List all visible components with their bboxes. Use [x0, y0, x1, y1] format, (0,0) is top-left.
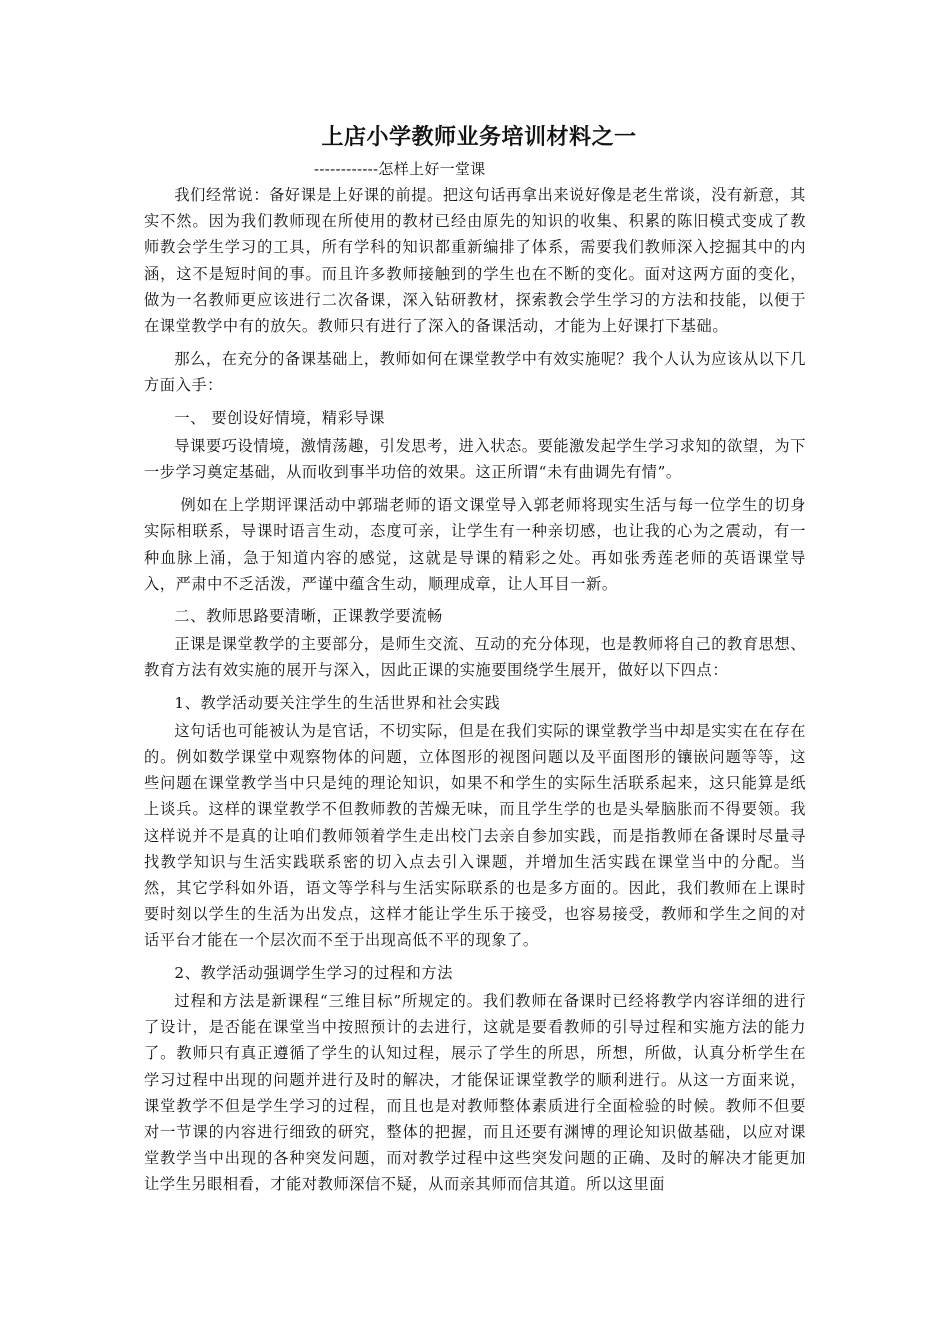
paragraph-point-1: 这句话也可能被认为是官话，不切实际，但是在我们实际的课堂教学当中却是实实在在存在的。例如数学课堂中观察物体的问题，立体图形的视图问题以及平面图形的镶嵌问题等等，这些问题在课堂教学当中只是纯的理论知识，如果不和学生的实际生活联系起来，这只能算是纸上谈兵。这样的课堂教学不但教师教的苦燥无味，而且学生学的也是头晕脑胀而不得要领。我这样说并不是真的让咱们教师领着学生走出校门去亲自参加实践，而是指教师在备课时尽量寻找教学知识与生活实践联系密的切入点去引入课题，并增加生活实践在课堂当中的分配。当然，其它学科如外语，语文等学科与生活实际联系的也是多方面的。因此，我们教师在上课时要时刻以学生的生活为出发点，这样才能让学生乐于接受，也容易接受，教师和学生之间的对话平台才能在一个层次而不至于出现高低不平的现象了。	[144, 721, 806, 950]
paragraph-lead-in: 导课要巧设情境，激情荡趣，引发思考，进入状态。要能激发起学生学习求知的欲望，为下一步学习奠定基础，从而收到事半功倍的效果。这正所谓“未有曲调先有情”。	[144, 436, 806, 482]
paragraph-point-2: 过程和方法是新课程“三维目标”所规定的。我们教师在备课时已经将教学内容详细的进行了设计，是否能在课堂当中按照预计的去进行，这就是要看教师的引导过程和实施方法的能力了。教师只有真正遵循了学生的认知过程，展示了学生的所思，所想，所做，认真分析学生在学习过程中出现的问题并进行及时的解决，才能保证课堂教学的顺利进行。从这一方面来说，课堂教学不但是学生学习的过程，而且也是对教师整体素质进行全面检验的时候。教师不但要对一节课的内容进行细致的研究，整体的把握，而且还要有渊博的理论知识做基础，以应对课堂教学当中出现的各种突发问题，而对教学过程中这些突发问题的正确、及时的解决才能更加让学生另眼相看，才能对教师深信不疑，从而亲其师而信其道。所以这里面	[144, 991, 806, 1194]
paragraph-example: 例如在上学期评课活动中郭瑞老师的语文课堂导入郭老师将现实生活与每一位学生的切身实际相联系，导课时语言生动，态度可亲，让学生有一种亲切感，也让我的心为之震动，有一种血脉上涌，急于知道内容的感觉，这就是导课的精彩之处。再如张秀莲老师的英语课堂导入，严肃中不乏活泼，严谨中蕴含生动，顺理成章，让人耳目一新。	[144, 496, 806, 593]
paragraph-main-lesson: 正课是课堂教学的主要部分，是师生交流、互动的充分体现，也是教师将自己的教育思想、教育方法有效实施的展开与深入，因此正课的实施要围绕学生展开，做好以下四点：	[144, 635, 806, 680]
section-heading-2: 二、教师思路要清晰，正课教学要流畅	[174, 607, 443, 626]
document-body	[144, 123, 806, 1198]
subsection-heading-1: 1、教学活动要关注学生的生活世界和社会实践	[174, 693, 501, 712]
paragraph-intro: 我们经常说：备好课是上好课的前提。把这句话再拿出来说好像是老生常谈，没有新意，其实不然。因为我们教师现在所使用的教材已经由原先的知识的收集、积累的陈旧模式变成了教师教会学生学习的工具，所有学科的知识都重新编排了体系，需要我们教师深入挖掘其中的内涵，这不是短时间的事。而且许多教师接触到的学生也在不断的变化。面对这两方面的变化，做为一名教师更应该进行二次备课，深入钻研教材，探索教会学生学习的方法和技能，以便于在课堂教学中有的放矢。教师只有进行了深入的备课活动，才能为上好课打下基础。	[144, 186, 806, 336]
paragraph-question: 那么，在充分的备课基础上，教师如何在课堂教学中有效实施呢？我个人认为应该从以下几方面入手：	[144, 350, 806, 395]
subsection-heading-2: 2、教学活动强调学生学习的过程和方法	[174, 963, 454, 982]
document-subtitle: ------------怎样上好一堂课	[314, 160, 486, 178]
document-title: 上店小学教师业务培训材料之一	[321, 125, 637, 150]
section-heading-1: 一、 要创设好情境，精彩导课	[174, 408, 386, 427]
